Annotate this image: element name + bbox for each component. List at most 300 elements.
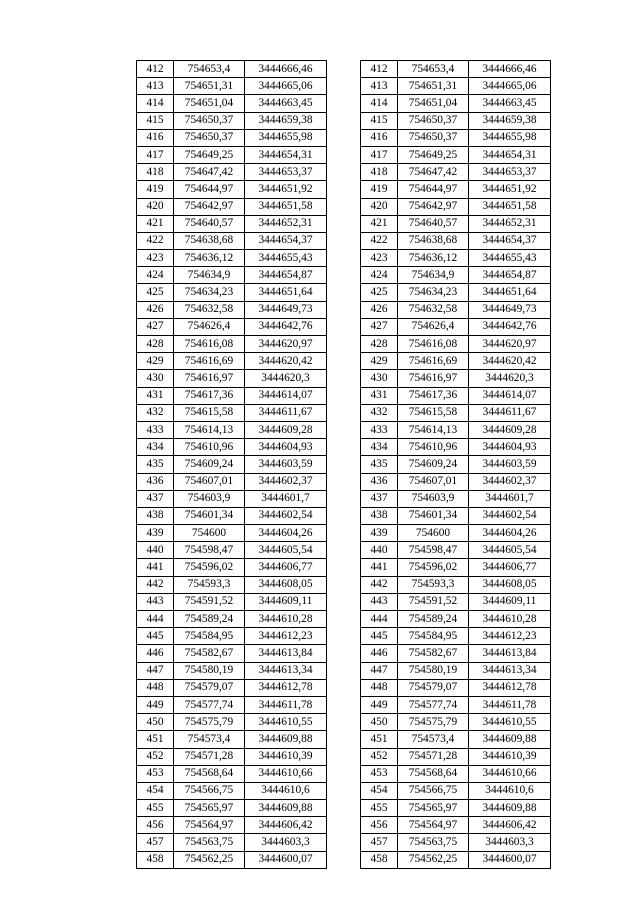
left-x-coordinate-cell: 754650,37 <box>174 129 245 146</box>
left-x-coordinate-cell: 754634,23 <box>174 284 245 301</box>
column-gap <box>327 232 361 249</box>
left-x-coordinate-cell: 754582,67 <box>174 645 245 662</box>
left-y-coordinate-cell: 3444614,07 <box>245 387 327 404</box>
right-x-coordinate-cell: 754579,07 <box>398 679 469 696</box>
table-row <box>137 181 551 198</box>
right-y-coordinate-cell: 3444651,64 <box>469 284 551 301</box>
left-y-coordinate-cell: 3444609,88 <box>245 731 327 748</box>
column-gap <box>327 748 361 765</box>
right-y-coordinate-cell: 3444610,28 <box>469 611 551 628</box>
left-x-coordinate-cell: 754636,12 <box>174 250 245 267</box>
right-y-coordinate-cell: 3444608,05 <box>469 576 551 593</box>
left-point-number-cell: 432 <box>137 404 174 421</box>
right-y-coordinate-cell: 3444654,31 <box>469 146 551 163</box>
right-y-coordinate-cell: 3444609,88 <box>469 731 551 748</box>
table-row <box>137 78 551 95</box>
table-row <box>137 112 551 129</box>
table-row <box>137 662 551 679</box>
right-y-coordinate-cell: 3444659,38 <box>469 112 551 129</box>
right-point-number-cell: 441 <box>361 559 398 576</box>
left-y-coordinate-cell: 3444601,7 <box>245 490 327 507</box>
table-row <box>137 559 551 576</box>
right-x-coordinate-cell: 754568,64 <box>398 765 469 782</box>
column-gap <box>327 593 361 610</box>
left-x-coordinate-cell: 754651,31 <box>174 78 245 95</box>
column-gap <box>327 731 361 748</box>
left-point-number-cell: 437 <box>137 490 174 507</box>
left-point-number-cell: 426 <box>137 301 174 318</box>
right-y-coordinate-cell: 3444600,07 <box>469 851 551 868</box>
left-point-number-cell: 414 <box>137 95 174 112</box>
left-y-coordinate-cell: 3444609,11 <box>245 593 327 610</box>
table-row <box>137 611 551 628</box>
left-point-number-cell: 415 <box>137 112 174 129</box>
right-y-coordinate-cell: 3444610,39 <box>469 748 551 765</box>
right-point-number-cell: 439 <box>361 525 398 542</box>
left-x-coordinate-cell: 754609,24 <box>174 456 245 473</box>
column-gap <box>327 215 361 232</box>
left-point-number-cell: 429 <box>137 353 174 370</box>
left-point-number-cell: 453 <box>137 765 174 782</box>
table-row <box>137 490 551 507</box>
left-point-number-cell: 455 <box>137 800 174 817</box>
table-row <box>137 353 551 370</box>
right-point-number-cell: 444 <box>361 611 398 628</box>
right-y-coordinate-cell: 3444603,3 <box>469 834 551 851</box>
left-point-number-cell: 422 <box>137 232 174 249</box>
right-x-coordinate-cell: 754617,36 <box>398 387 469 404</box>
right-x-coordinate-cell: 754640,57 <box>398 215 469 232</box>
right-x-coordinate-cell: 754607,01 <box>398 473 469 490</box>
right-x-coordinate-cell: 754589,24 <box>398 611 469 628</box>
right-point-number-cell: 452 <box>361 748 398 765</box>
left-y-coordinate-cell: 3444602,37 <box>245 473 327 490</box>
right-y-coordinate-cell: 3444620,42 <box>469 353 551 370</box>
table-row <box>137 284 551 301</box>
right-x-coordinate-cell: 754609,24 <box>398 456 469 473</box>
right-point-number-cell: 417 <box>361 146 398 163</box>
right-y-coordinate-cell: 3444613,84 <box>469 645 551 662</box>
right-x-coordinate-cell: 754577,74 <box>398 696 469 713</box>
right-x-coordinate-cell: 754591,52 <box>398 593 469 610</box>
left-point-number-cell: 416 <box>137 129 174 146</box>
right-point-number-cell: 426 <box>361 301 398 318</box>
column-gap <box>327 284 361 301</box>
table-row <box>137 628 551 645</box>
left-y-coordinate-cell: 3444642,76 <box>245 318 327 335</box>
left-y-coordinate-cell: 3444611,67 <box>245 404 327 421</box>
left-x-coordinate-cell: 754653,4 <box>174 61 245 78</box>
right-y-coordinate-cell: 3444655,98 <box>469 129 551 146</box>
right-y-coordinate-cell: 3444606,77 <box>469 559 551 576</box>
left-point-number-cell: 448 <box>137 679 174 696</box>
table-row <box>137 421 551 438</box>
left-x-coordinate-cell: 754651,04 <box>174 95 245 112</box>
right-x-coordinate-cell: 754642,97 <box>398 198 469 215</box>
column-gap <box>327 404 361 421</box>
column-gap <box>327 817 361 834</box>
column-gap <box>327 782 361 799</box>
right-point-number-cell: 435 <box>361 456 398 473</box>
right-y-coordinate-cell: 3444610,6 <box>469 782 551 799</box>
right-x-coordinate-cell: 754636,12 <box>398 250 469 267</box>
column-gap <box>327 129 361 146</box>
left-y-coordinate-cell: 3444666,46 <box>245 61 327 78</box>
left-y-coordinate-cell: 3444663,45 <box>245 95 327 112</box>
left-x-coordinate-cell: 754650,37 <box>174 112 245 129</box>
left-y-coordinate-cell: 3444611,78 <box>245 696 327 713</box>
table-row <box>137 456 551 473</box>
column-gap <box>327 421 361 438</box>
right-y-coordinate-cell: 3444654,87 <box>469 267 551 284</box>
left-x-coordinate-cell: 754632,58 <box>174 301 245 318</box>
left-y-coordinate-cell: 3444604,93 <box>245 439 327 456</box>
right-point-number-cell: 456 <box>361 817 398 834</box>
right-point-number-cell: 433 <box>361 421 398 438</box>
left-x-coordinate-cell: 754575,79 <box>174 714 245 731</box>
right-point-number-cell: 424 <box>361 267 398 284</box>
left-point-number-cell: 454 <box>137 782 174 799</box>
left-x-coordinate-cell: 754615,58 <box>174 404 245 421</box>
left-y-coordinate-cell: 3444620,42 <box>245 353 327 370</box>
right-point-number-cell: 412 <box>361 61 398 78</box>
left-x-coordinate-cell: 754626,4 <box>174 318 245 335</box>
table-row <box>137 525 551 542</box>
right-point-number-cell: 434 <box>361 439 398 456</box>
right-x-coordinate-cell: 754562,25 <box>398 851 469 868</box>
left-point-number-cell: 451 <box>137 731 174 748</box>
column-gap <box>327 301 361 318</box>
right-x-coordinate-cell: 754614,13 <box>398 421 469 438</box>
right-point-number-cell: 415 <box>361 112 398 129</box>
right-y-coordinate-cell: 3444609,11 <box>469 593 551 610</box>
left-y-coordinate-cell: 3444603,3 <box>245 834 327 851</box>
table-row <box>137 593 551 610</box>
right-point-number-cell: 432 <box>361 404 398 421</box>
table-row <box>137 232 551 249</box>
table-row <box>137 370 551 387</box>
left-point-number-cell: 434 <box>137 439 174 456</box>
column-gap <box>327 164 361 181</box>
right-x-coordinate-cell: 754647,42 <box>398 164 469 181</box>
right-point-number-cell: 419 <box>361 181 398 198</box>
left-x-coordinate-cell: 754589,24 <box>174 611 245 628</box>
right-x-coordinate-cell: 754571,28 <box>398 748 469 765</box>
column-gap <box>327 714 361 731</box>
right-y-coordinate-cell: 3444611,78 <box>469 696 551 713</box>
right-y-coordinate-cell: 3444602,54 <box>469 507 551 524</box>
column-gap <box>327 645 361 662</box>
right-y-coordinate-cell: 3444620,3 <box>469 370 551 387</box>
right-point-number-cell: 445 <box>361 628 398 645</box>
left-point-number-cell: 441 <box>137 559 174 576</box>
column-gap <box>327 336 361 353</box>
left-x-coordinate-cell: 754568,64 <box>174 765 245 782</box>
right-x-coordinate-cell: 754644,97 <box>398 181 469 198</box>
right-point-number-cell: 440 <box>361 542 398 559</box>
right-point-number-cell: 458 <box>361 851 398 868</box>
left-point-number-cell: 423 <box>137 250 174 267</box>
right-y-coordinate-cell: 3444604,93 <box>469 439 551 456</box>
table-row <box>137 696 551 713</box>
right-x-coordinate-cell: 754575,79 <box>398 714 469 731</box>
right-x-coordinate-cell: 754598,47 <box>398 542 469 559</box>
left-point-number-cell: 450 <box>137 714 174 731</box>
right-y-coordinate-cell: 3444666,46 <box>469 61 551 78</box>
table-row <box>137 748 551 765</box>
right-y-coordinate-cell: 3444642,76 <box>469 318 551 335</box>
table-row <box>137 714 551 731</box>
left-x-coordinate-cell: 754649,25 <box>174 146 245 163</box>
left-y-coordinate-cell: 3444613,84 <box>245 645 327 662</box>
left-y-coordinate-cell: 3444609,28 <box>245 421 327 438</box>
table-row <box>137 834 551 851</box>
right-y-coordinate-cell: 3444611,67 <box>469 404 551 421</box>
left-x-coordinate-cell: 754638,68 <box>174 232 245 249</box>
right-x-coordinate-cell: 754651,31 <box>398 78 469 95</box>
right-y-coordinate-cell: 3444620,97 <box>469 336 551 353</box>
right-y-coordinate-cell: 3444665,06 <box>469 78 551 95</box>
right-point-number-cell: 418 <box>361 164 398 181</box>
right-x-coordinate-cell: 754610,96 <box>398 439 469 456</box>
left-y-coordinate-cell: 3444608,05 <box>245 576 327 593</box>
table-row <box>137 731 551 748</box>
table-row <box>137 267 551 284</box>
left-y-coordinate-cell: 3444606,42 <box>245 817 327 834</box>
left-y-coordinate-cell: 3444654,37 <box>245 232 327 249</box>
table-row <box>137 817 551 834</box>
left-y-coordinate-cell: 3444653,37 <box>245 164 327 181</box>
left-y-coordinate-cell: 3444655,43 <box>245 250 327 267</box>
column-gap <box>327 318 361 335</box>
right-x-coordinate-cell: 754650,37 <box>398 129 469 146</box>
right-point-number-cell: 427 <box>361 318 398 335</box>
table-row <box>137 387 551 404</box>
column-gap <box>327 490 361 507</box>
left-point-number-cell: 430 <box>137 370 174 387</box>
column-gap <box>327 611 361 628</box>
right-x-coordinate-cell: 754650,37 <box>398 112 469 129</box>
left-x-coordinate-cell: 754579,07 <box>174 679 245 696</box>
left-x-coordinate-cell: 754584,95 <box>174 628 245 645</box>
right-y-coordinate-cell: 3444654,37 <box>469 232 551 249</box>
table-row <box>137 782 551 799</box>
left-point-number-cell: 445 <box>137 628 174 645</box>
right-y-coordinate-cell: 3444614,07 <box>469 387 551 404</box>
right-point-number-cell: 450 <box>361 714 398 731</box>
left-point-number-cell: 446 <box>137 645 174 662</box>
right-x-coordinate-cell: 754616,08 <box>398 336 469 353</box>
right-y-coordinate-cell: 3444603,59 <box>469 456 551 473</box>
left-x-coordinate-cell: 754644,97 <box>174 181 245 198</box>
column-gap <box>327 198 361 215</box>
right-y-coordinate-cell: 3444652,31 <box>469 215 551 232</box>
left-point-number-cell: 457 <box>137 834 174 851</box>
left-x-coordinate-cell: 754577,74 <box>174 696 245 713</box>
left-point-number-cell: 452 <box>137 748 174 765</box>
left-point-number-cell: 438 <box>137 507 174 524</box>
left-x-coordinate-cell: 754600 <box>174 525 245 542</box>
right-point-number-cell: 436 <box>361 473 398 490</box>
column-gap <box>327 851 361 868</box>
right-y-coordinate-cell: 3444602,37 <box>469 473 551 490</box>
column-gap <box>327 473 361 490</box>
table-row <box>137 318 551 335</box>
table-row <box>137 851 551 868</box>
column-gap <box>327 507 361 524</box>
left-y-coordinate-cell: 3444652,31 <box>245 215 327 232</box>
left-point-number-cell: 419 <box>137 181 174 198</box>
left-y-coordinate-cell: 3444606,77 <box>245 559 327 576</box>
right-point-number-cell: 442 <box>361 576 398 593</box>
column-gap <box>327 267 361 284</box>
right-point-number-cell: 421 <box>361 215 398 232</box>
left-point-number-cell: 421 <box>137 215 174 232</box>
left-x-coordinate-cell: 754593,3 <box>174 576 245 593</box>
column-gap <box>327 834 361 851</box>
right-x-coordinate-cell: 754616,69 <box>398 353 469 370</box>
left-y-coordinate-cell: 3444655,98 <box>245 129 327 146</box>
right-x-coordinate-cell: 754626,4 <box>398 318 469 335</box>
left-y-coordinate-cell: 3444654,31 <box>245 146 327 163</box>
right-x-coordinate-cell: 754634,23 <box>398 284 469 301</box>
left-x-coordinate-cell: 754616,69 <box>174 353 245 370</box>
column-gap <box>327 662 361 679</box>
right-x-coordinate-cell: 754580,19 <box>398 662 469 679</box>
right-y-coordinate-cell: 3444651,58 <box>469 198 551 215</box>
left-y-coordinate-cell: 3444609,88 <box>245 800 327 817</box>
right-x-coordinate-cell: 754615,58 <box>398 404 469 421</box>
column-gap <box>327 439 361 456</box>
right-x-coordinate-cell: 754566,75 <box>398 782 469 799</box>
column-gap <box>327 353 361 370</box>
left-point-number-cell: 433 <box>137 421 174 438</box>
table-row <box>137 765 551 782</box>
left-point-number-cell: 456 <box>137 817 174 834</box>
right-point-number-cell: 457 <box>361 834 398 851</box>
left-point-number-cell: 412 <box>137 61 174 78</box>
right-y-coordinate-cell: 3444612,23 <box>469 628 551 645</box>
left-y-coordinate-cell: 3444602,54 <box>245 507 327 524</box>
table-row <box>137 215 551 232</box>
right-y-coordinate-cell: 3444605,54 <box>469 542 551 559</box>
left-point-number-cell: 440 <box>137 542 174 559</box>
left-y-coordinate-cell: 3444604,26 <box>245 525 327 542</box>
left-y-coordinate-cell: 3444651,58 <box>245 198 327 215</box>
right-point-number-cell: 443 <box>361 593 398 610</box>
column-gap <box>327 250 361 267</box>
table-row <box>137 95 551 112</box>
right-y-coordinate-cell: 3444610,66 <box>469 765 551 782</box>
table-row <box>137 146 551 163</box>
left-y-coordinate-cell: 3444610,55 <box>245 714 327 731</box>
right-y-coordinate-cell: 3444653,37 <box>469 164 551 181</box>
left-x-coordinate-cell: 754614,13 <box>174 421 245 438</box>
column-gap <box>327 800 361 817</box>
column-gap <box>327 370 361 387</box>
right-y-coordinate-cell: 3444606,42 <box>469 817 551 834</box>
table-row <box>137 542 551 559</box>
table-row <box>137 250 551 267</box>
left-x-coordinate-cell: 754571,28 <box>174 748 245 765</box>
right-y-coordinate-cell: 3444655,43 <box>469 250 551 267</box>
right-point-number-cell: 437 <box>361 490 398 507</box>
right-x-coordinate-cell: 754632,58 <box>398 301 469 318</box>
right-x-coordinate-cell: 754584,95 <box>398 628 469 645</box>
right-x-coordinate-cell: 754600 <box>398 525 469 542</box>
left-point-number-cell: 427 <box>137 318 174 335</box>
right-x-coordinate-cell: 754653,4 <box>398 61 469 78</box>
column-gap <box>327 61 361 78</box>
left-x-coordinate-cell: 754566,75 <box>174 782 245 799</box>
column-gap <box>327 456 361 473</box>
right-y-coordinate-cell: 3444609,88 <box>469 800 551 817</box>
right-point-number-cell: 453 <box>361 765 398 782</box>
right-point-number-cell: 431 <box>361 387 398 404</box>
right-y-coordinate-cell: 3444610,55 <box>469 714 551 731</box>
right-y-coordinate-cell: 3444604,26 <box>469 525 551 542</box>
left-y-coordinate-cell: 3444613,34 <box>245 662 327 679</box>
left-y-coordinate-cell: 3444605,54 <box>245 542 327 559</box>
table-row <box>137 301 551 318</box>
left-y-coordinate-cell: 3444610,66 <box>245 765 327 782</box>
left-x-coordinate-cell: 754573,4 <box>174 731 245 748</box>
right-y-coordinate-cell: 3444601,7 <box>469 490 551 507</box>
left-point-number-cell: 431 <box>137 387 174 404</box>
right-x-coordinate-cell: 754603,9 <box>398 490 469 507</box>
left-y-coordinate-cell: 3444603,59 <box>245 456 327 473</box>
left-point-number-cell: 436 <box>137 473 174 490</box>
left-point-number-cell: 428 <box>137 336 174 353</box>
right-x-coordinate-cell: 754582,67 <box>398 645 469 662</box>
right-x-coordinate-cell: 754563,75 <box>398 834 469 851</box>
left-point-number-cell: 417 <box>137 146 174 163</box>
column-gap <box>327 78 361 95</box>
left-point-number-cell: 447 <box>137 662 174 679</box>
right-point-number-cell: 420 <box>361 198 398 215</box>
left-y-coordinate-cell: 3444651,64 <box>245 284 327 301</box>
left-x-coordinate-cell: 754598,47 <box>174 542 245 559</box>
left-x-coordinate-cell: 754565,97 <box>174 800 245 817</box>
right-point-number-cell: 449 <box>361 696 398 713</box>
left-x-coordinate-cell: 754591,52 <box>174 593 245 610</box>
left-x-coordinate-cell: 754580,19 <box>174 662 245 679</box>
table-row <box>137 645 551 662</box>
right-y-coordinate-cell: 3444649,73 <box>469 301 551 318</box>
right-y-coordinate-cell: 3444613,34 <box>469 662 551 679</box>
left-point-number-cell: 439 <box>137 525 174 542</box>
right-point-number-cell: 429 <box>361 353 398 370</box>
left-y-coordinate-cell: 3444612,23 <box>245 628 327 645</box>
table-row <box>137 576 551 593</box>
right-x-coordinate-cell: 754564,97 <box>398 817 469 834</box>
right-x-coordinate-cell: 754616,97 <box>398 370 469 387</box>
column-gap <box>327 146 361 163</box>
right-x-coordinate-cell: 754601,34 <box>398 507 469 524</box>
column-gap <box>327 112 361 129</box>
right-y-coordinate-cell: 3444651,92 <box>469 181 551 198</box>
table-row <box>137 679 551 696</box>
right-point-number-cell: 414 <box>361 95 398 112</box>
table-row <box>137 198 551 215</box>
left-x-coordinate-cell: 754610,96 <box>174 439 245 456</box>
column-gap <box>327 765 361 782</box>
right-point-number-cell: 451 <box>361 731 398 748</box>
right-point-number-cell: 430 <box>361 370 398 387</box>
left-point-number-cell: 413 <box>137 78 174 95</box>
left-point-number-cell: 442 <box>137 576 174 593</box>
left-x-coordinate-cell: 754562,25 <box>174 851 245 868</box>
